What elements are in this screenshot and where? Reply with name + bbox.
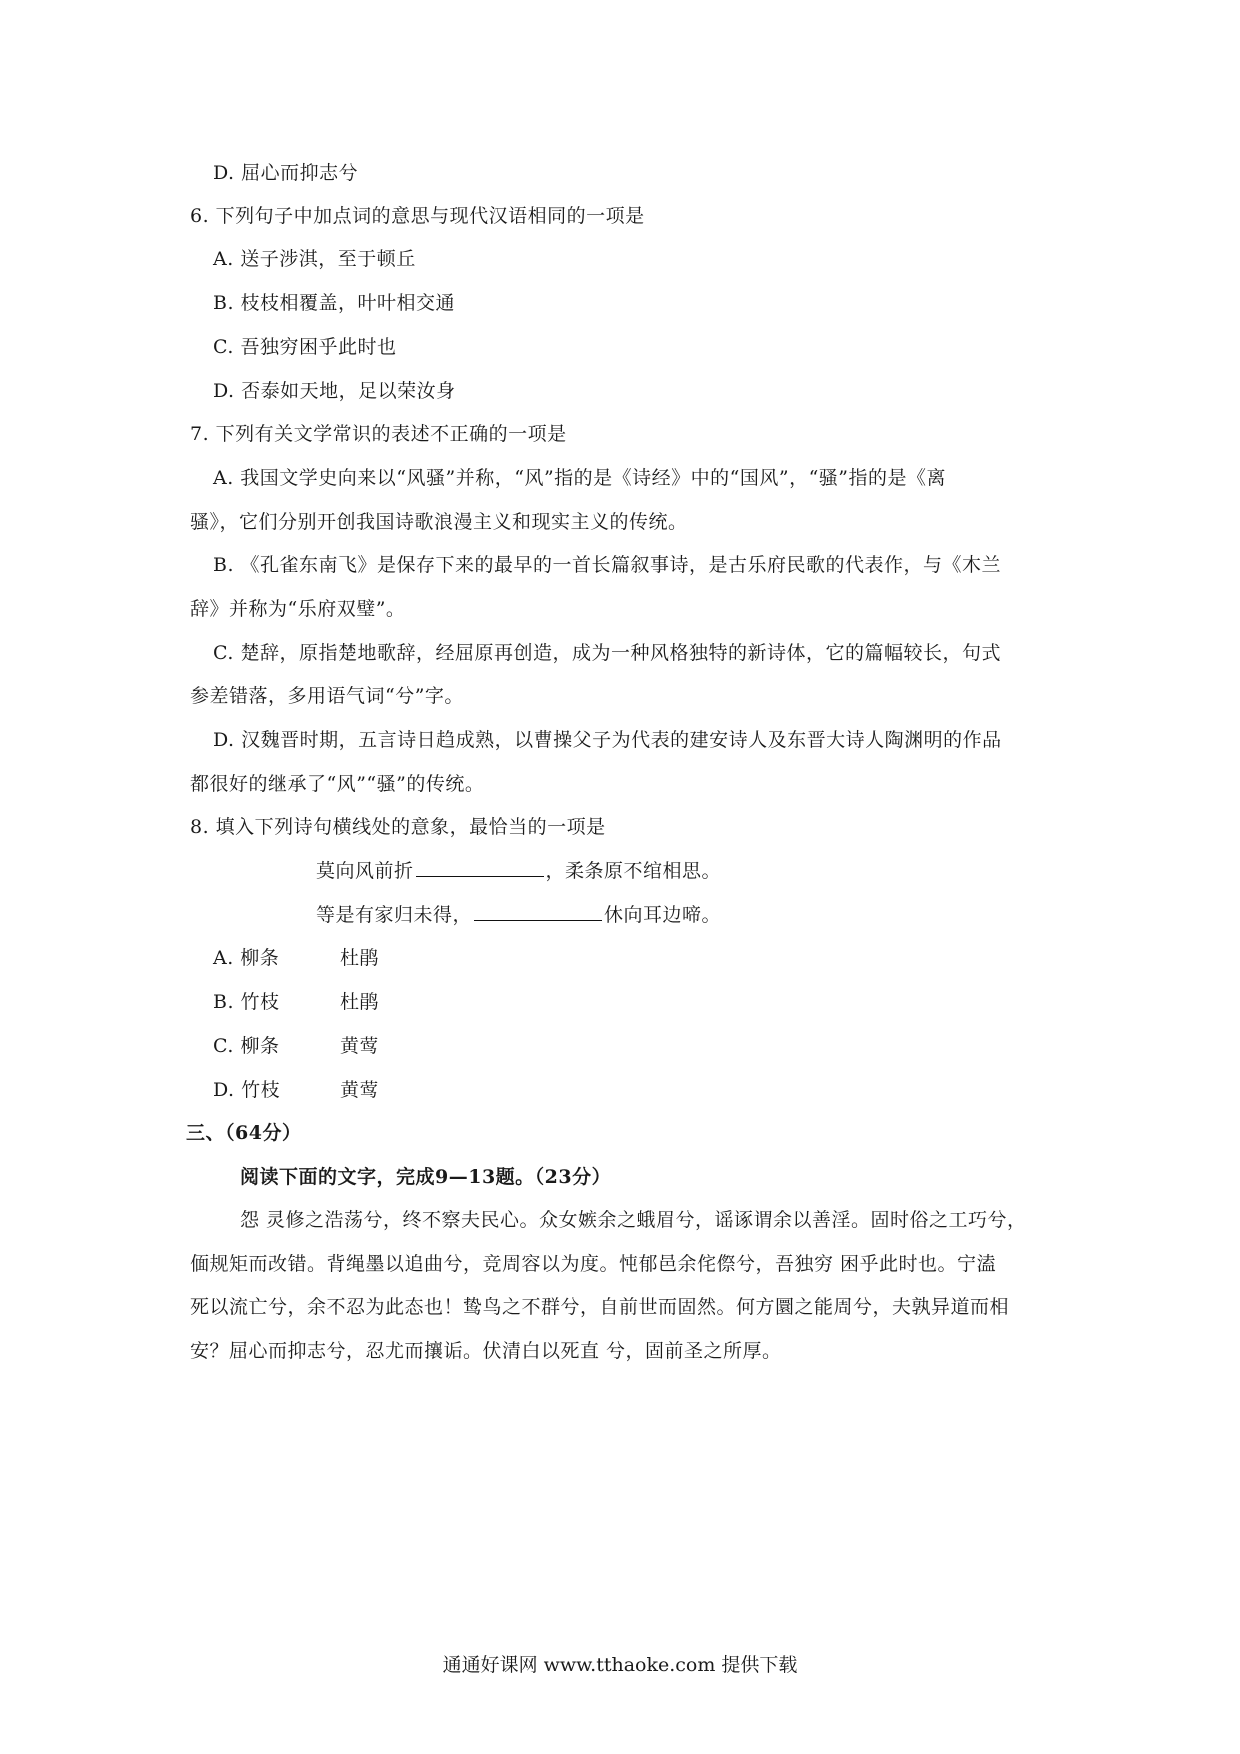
page-footer: 通通好课网 www.tthaoke.com 提供下载 (442, 1654, 798, 1676)
passage-line2: 偭规矩而改错。背绳墨以追曲兮，竞周容以为度。忳郁邑余侘傺兮，吾独穷 困乎此时也。宁溘 (190, 1253, 997, 1275)
q7-option-b-line1: B. 《孔雀东南飞》是保存下来的最早的一首长篇叙事诗，是古乐府民歌的代表作，与《木兰 (213, 554, 1002, 576)
q7-option-d-line1: D. 汉魏晋时期，五言诗日趋成熟，以曹操父子为代表的建安诗人及东晋大诗人陶渊明的作品 (213, 729, 1002, 751)
q8-option-d (213, 1077, 473, 1103)
q5-option-d: D. 屈心而抑志兮 (213, 162, 359, 184)
section3-heading: 三、（64分） (186, 1122, 302, 1144)
q8-stem: 8. 填入下列诗句横线处的意象，最恰当的一项是 (190, 816, 606, 838)
q8-option-a-label: A. 柳条 (213, 947, 280, 969)
q7-option-a-line2: 骚》，它们分别开创我国诗歌浪漫主义和现实主义的传统。 (190, 511, 688, 533)
poem1-blank (416, 858, 544, 877)
q7-option-c-line1: C. 楚辞，原指楚地歌辞，经屈原再创造，成为一种风格独特的新诗体，它的篇幅较长，句式 (213, 642, 1001, 664)
poem2-pre: 等是有家归未得， (316, 904, 473, 926)
q8-option-a (213, 945, 473, 971)
q8-option-c-second: 黄莺 (340, 1035, 380, 1057)
q8-poem-line2 (316, 902, 721, 928)
passage-line4: 安？屈心而抑志兮，忍尤而攘诟。伏清白以死直 兮，固前圣之所厚。 (190, 1340, 782, 1362)
q8-option-b-label: B. 竹枝 (213, 991, 280, 1013)
q7-option-a-line1: A. 我国文学史向来以“风骚”并称，“风”指的是《诗经》中的“国风”，“骚”指的是《离 (213, 467, 947, 489)
q8-poem-line1 (316, 858, 721, 884)
q7-stem: 7. 下列有关文学常识的表述不正确的一项是 (190, 423, 567, 445)
q6-stem: 6. 下列句子中加点词的意思与现代汉语相同的一项是 (190, 205, 645, 227)
q8-option-c-label: C. 柳条 (213, 1035, 280, 1057)
passage-line3: 死以流亡兮，余不忍为此态也！鸷鸟之不群兮，自前世而固然。何方圜之能周兮，夫孰异道而相 (190, 1296, 1010, 1318)
q6-option-d: D. 否泰如天地，足以荣汝身 (213, 380, 456, 402)
q8-option-d-label: D. 竹枝 (213, 1079, 281, 1101)
q8-option-c (213, 1033, 473, 1059)
q8-option-b-second: 杜鹃 (340, 991, 380, 1013)
section3-instruction: 阅读下面的文字，完成9—13题。（23分） (240, 1166, 612, 1188)
poem1-post: ，柔条原不绾相思。 (545, 860, 722, 882)
q6-option-c: C. 吾独穷困乎此时也 (213, 336, 397, 358)
q6-option-b: B. 枝枝相覆盖，叶叶相交通 (213, 292, 456, 314)
q7-option-b-line2: 辞》并称为“乐府双璧”。 (190, 598, 406, 620)
q7-option-d-line2: 都很好的继承了“风”“骚”的传统。 (190, 773, 485, 795)
poem1-pre: 莫向风前折 (316, 860, 414, 882)
passage-line1: 怨 灵修之浩荡兮，终不察夫民心。众女嫉余之蛾眉兮，谣诼谓余以善淫。固时俗之工巧兮， (240, 1209, 1027, 1231)
q8-option-b (213, 989, 473, 1015)
poem2-blank (474, 902, 602, 921)
q7-option-c-line2: 参差错落，多用语气词“兮”字。 (190, 685, 464, 707)
poem2-post: 休向耳边啼。 (604, 904, 722, 926)
q8-option-a-second: 杜鹃 (340, 947, 380, 969)
q6-option-a: A. 送子涉淇，至于顿丘 (213, 248, 416, 270)
q8-option-d-second: 黄莺 (340, 1079, 380, 1101)
